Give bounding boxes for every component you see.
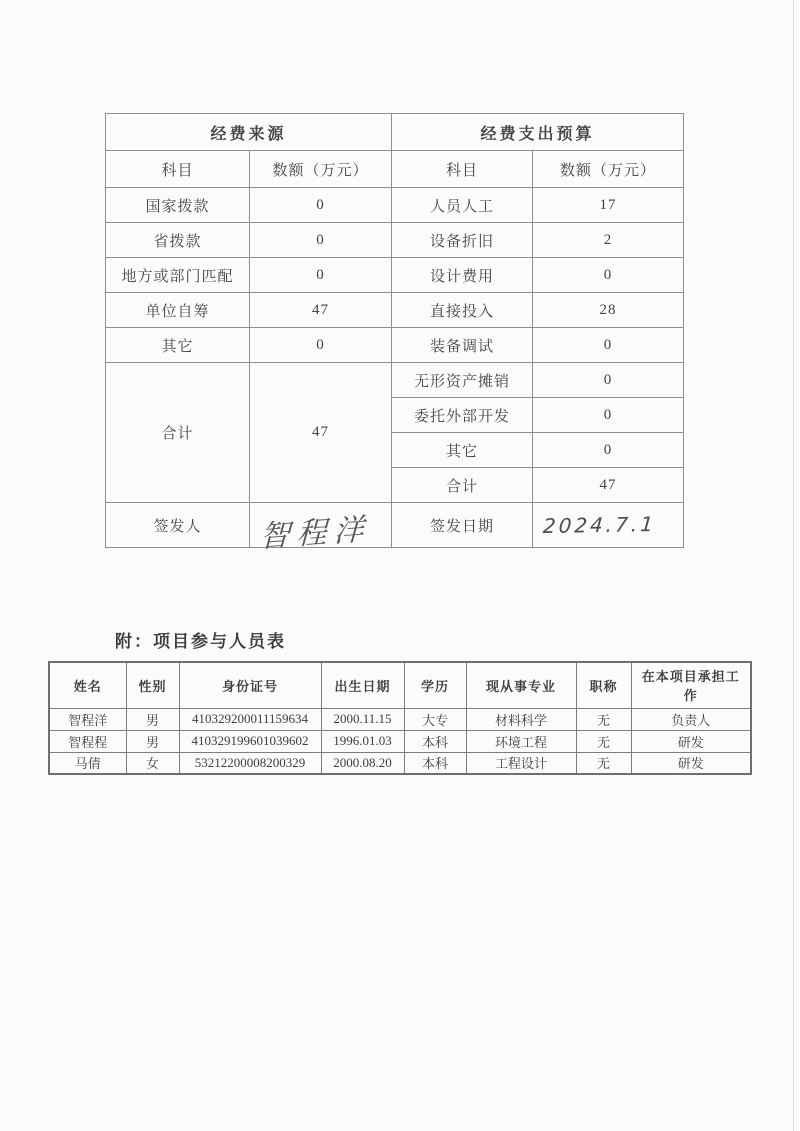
source-subject: 其它 — [106, 328, 250, 363]
issue-date-cell — [533, 503, 684, 548]
source-amount: 47 — [250, 293, 392, 328]
cell-profession: 工程设计 — [466, 752, 576, 774]
expense-budget-header: 经费支出预算 — [392, 114, 684, 151]
handwritten-signature: 智程洋 — [259, 513, 372, 554]
expense-total-amount: 47 — [533, 468, 684, 503]
cell-title: 无 — [576, 708, 631, 730]
col-header-title: 职称 — [576, 662, 631, 708]
expense-amount: 0 — [533, 363, 684, 398]
cell-birthdate: 2000.11.15 — [321, 708, 404, 730]
source-subject: 国家拨款 — [106, 188, 250, 223]
source-subject: 地方或部门匹配 — [106, 258, 250, 293]
cell-title: 无 — [576, 730, 631, 752]
col-header-profession: 现从事专业 — [466, 662, 576, 708]
table-row — [49, 708, 751, 730]
col-header-project-role: 在本项目承担工作 — [631, 662, 751, 708]
table-row — [49, 752, 751, 774]
expense-subject-label: 科目 — [392, 151, 533, 188]
expense-amount: 0 — [533, 433, 684, 468]
source-subject: 单位自筹 — [106, 293, 250, 328]
cell-project-role: 研发 — [631, 730, 751, 752]
col-header-gender: 性别 — [126, 662, 179, 708]
expense-amount-label: 数额（万元） — [533, 151, 684, 188]
source-amount: 0 — [250, 258, 392, 293]
expense-total-label: 合计 — [392, 468, 533, 503]
cell-project-role: 研发 — [631, 752, 751, 774]
expense-subject: 设计费用 — [392, 258, 533, 293]
issuer-label: 签发人 — [106, 503, 250, 548]
budget-table — [105, 113, 684, 554]
cell-education: 本科 — [404, 730, 466, 752]
expense-amount: 0 — [533, 398, 684, 433]
participants-table — [48, 661, 752, 775]
expense-amount: 0 — [533, 258, 684, 293]
source-total-label: 合计 — [106, 363, 250, 503]
cell-gender: 男 — [126, 730, 179, 752]
cell-id-number: 410329200011159634 — [179, 708, 321, 730]
cell-name: 智程洋 — [49, 708, 126, 730]
source-total-amount: 47 — [250, 363, 392, 503]
source-amount: 0 — [250, 223, 392, 258]
source-subject: 省拨款 — [106, 223, 250, 258]
col-header-birthdate: 出生日期 — [321, 662, 404, 708]
col-header-id-number: 身份证号 — [179, 662, 321, 708]
source-amount-label: 数额（万元） — [250, 151, 392, 188]
cell-gender: 女 — [126, 752, 179, 774]
source-amount: 0 — [250, 188, 392, 223]
cell-id-number: 53212200008200329 — [179, 752, 321, 774]
source-amount: 0 — [250, 328, 392, 363]
attachment-title: 附：项目参与人员表 — [115, 632, 286, 651]
cell-title: 无 — [576, 752, 631, 774]
expense-amount: 28 — [533, 293, 684, 328]
handwritten-date: 2024.7.1 — [542, 511, 657, 539]
cell-education: 大专 — [404, 708, 466, 730]
cell-name: 马倩 — [49, 752, 126, 774]
expense-subject: 无形资产摊销 — [392, 363, 533, 398]
cell-education: 本科 — [404, 752, 466, 774]
cell-gender: 男 — [126, 708, 179, 730]
expense-subject: 直接投入 — [392, 293, 533, 328]
table-row — [49, 730, 751, 752]
expense-amount: 17 — [533, 188, 684, 223]
issue-date-label: 签发日期 — [392, 503, 533, 548]
cell-birthdate: 1996.01.03 — [321, 730, 404, 752]
issuer-signature-cell — [250, 503, 392, 554]
cell-project-role: 负责人 — [631, 708, 751, 730]
cell-profession: 环境工程 — [466, 730, 576, 752]
expense-amount: 2 — [533, 223, 684, 258]
cell-id-number: 410329199601039602 — [179, 730, 321, 752]
cell-name: 智程程 — [49, 730, 126, 752]
expense-subject: 装备调试 — [392, 328, 533, 363]
cell-birthdate: 2000.08.20 — [321, 752, 404, 774]
source-subject-label: 科目 — [106, 151, 250, 188]
col-header-education: 学历 — [404, 662, 466, 708]
page-scan-edge — [793, 0, 794, 1131]
expense-subject: 设备折旧 — [392, 223, 533, 258]
expense-subject: 其它 — [392, 433, 533, 468]
funding-source-header: 经费来源 — [106, 114, 392, 151]
cell-profession: 材料科学 — [466, 708, 576, 730]
col-header-name: 姓名 — [49, 662, 126, 708]
expense-amount: 0 — [533, 328, 684, 363]
expense-subject: 人员人工 — [392, 188, 533, 223]
expense-subject: 委托外部开发 — [392, 398, 533, 433]
